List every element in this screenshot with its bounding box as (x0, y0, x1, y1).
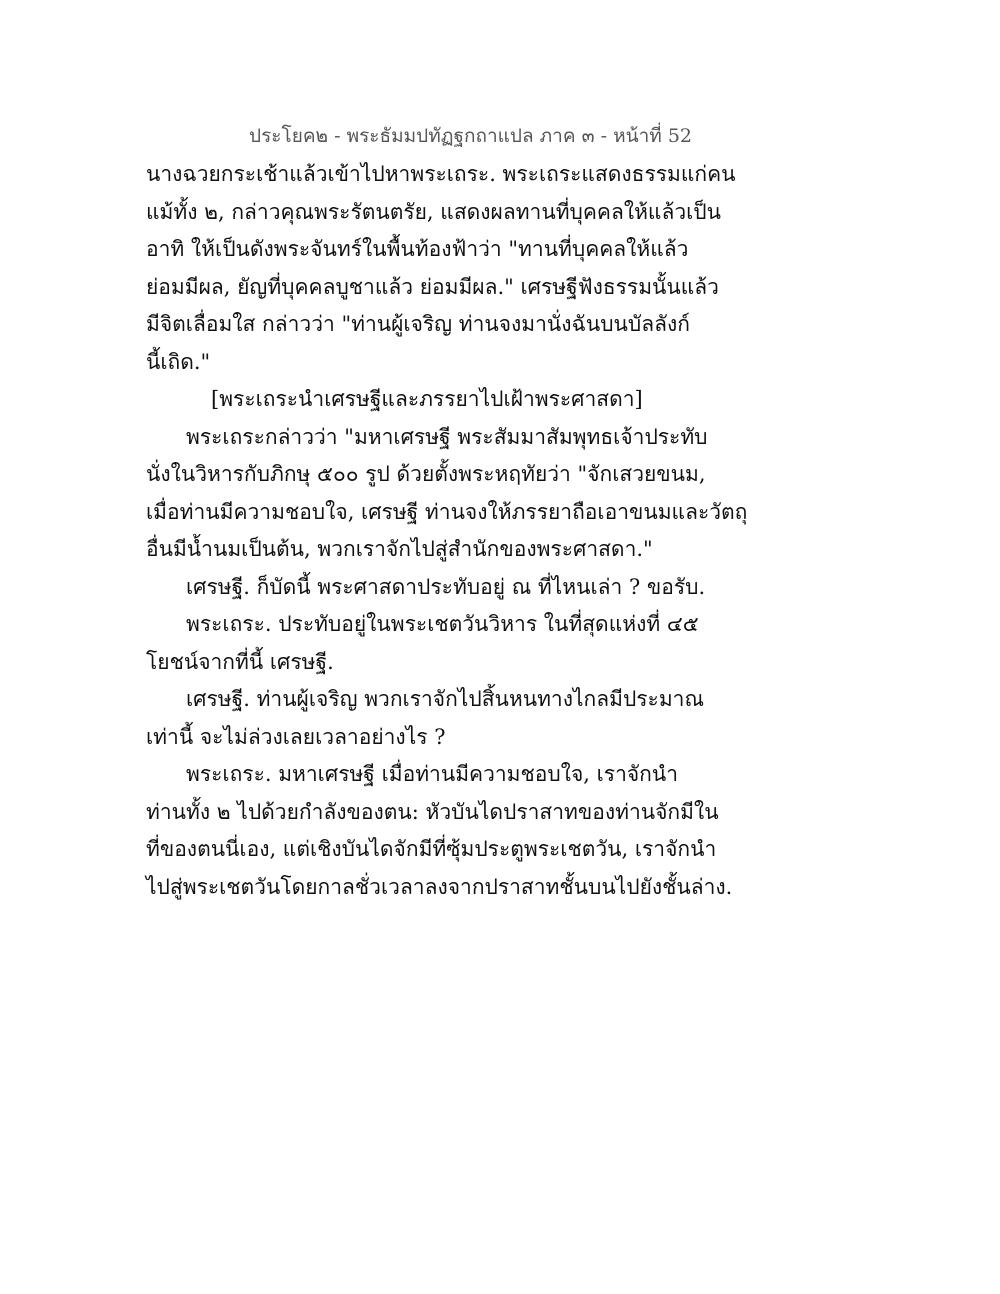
running-header: ประโยค๒ - พระธัมมปทัฏฐกถาแปล ภาค ๓ - หน้าที่ 52 (249, 125, 692, 147)
section-heading: [พระเถระนำเศรษฐีและภรรยาไปเฝ้าพระศาสดา] (211, 387, 643, 411)
body-text (146, 156, 748, 906)
text-line: เท่านี้ จะไม่ล่วงเลยเวลาอย่างไร ? (146, 724, 446, 749)
text-line: นี้เถิด." (146, 349, 211, 374)
text-line: พระเถระ. มหาเศรษฐี เมื่อท่านมีความชอบใจ, เราจักนำ (186, 762, 679, 786)
text-line: นางฉวยกระเช้าแล้วเข้าไปหาพระเถระ. พระเถระแสดงธรรมแก่คน (146, 162, 736, 186)
text-line: เมื่อท่านมีความชอบใจ, เศรษฐี ท่านจงให้ภรรยาถือเอาขนมและวัตถุ (146, 499, 748, 524)
text-line: พระเถระ. ประทับอยู่ในพระเชตวันวิหาร ในที่สุดแห่งที่ ๔๕ (186, 612, 699, 636)
text-line: ย่อมมีผล, ยัญที่บุคคลบูชาแล้ว ย่อมมีผล." เศรษฐีฟังธรรมนั้นแล้ว (146, 274, 719, 299)
text-line: เศรษฐี. ก็บัดนี้ พระศาสดาประทับอยู่ ณ ที่ไหนเล่า ? ขอรับ. (186, 574, 706, 599)
text-line: เศรษฐี. ท่านผู้เจริญ พวกเราจักไปสิ้นหนทางไกลมีประมาณ (186, 687, 704, 711)
text-line: อาทิ ให้เป็นดังพระจันทร์ในพื้นท้องฟ้าว่า "ทานที่บุคคลให้แล้ว (146, 237, 689, 261)
text-line: ไปสู่พระเชตวันโดยกาลชั่วเวลาลงจากปราสาทชั้นบนไปยังชั้นล่าง. (146, 874, 733, 899)
text-line: อื่นมีน้ำนมเป็นต้น, พวกเราจักไปสู่สำนักของพระศาสดา." (146, 537, 653, 561)
text-line: มีจิตเลื่อมใส กล่าวว่า "ท่านผู้เจริญ ท่านจงมานั่งฉันบนบัลลังก์ (146, 312, 690, 336)
text-line: แม้ทั้ง ๒, กล่าวคุณพระรัตนตรัย, แสดงผลทานที่บุคคลให้แล้วเป็น (146, 199, 721, 224)
text-line: ท่านทั้ง ๒ ไปด้วยกำลังของตน: หัวบันไดปราสาทของท่านจักมีใน (146, 799, 719, 824)
text-line: โยชน์จากที่นี้ เศรษฐี. (146, 649, 334, 674)
text-line: ที่ของตนนี่เอง, แต่เชิงบันไดจักมีที่ซุ้มประตูพระเชตวัน, เราจักนำ (146, 837, 717, 861)
text-line: นั่งในวิหารกับภิกษุ ๕๐๐ รูป ด้วยตั้งพระหฤทัยว่า "จักเสวยขนม, (146, 462, 706, 486)
text-line: พระเถระกล่าวว่า "มหาเศรษฐี พระสัมมาสัมพุทธเจ้าประทับ (186, 424, 708, 449)
